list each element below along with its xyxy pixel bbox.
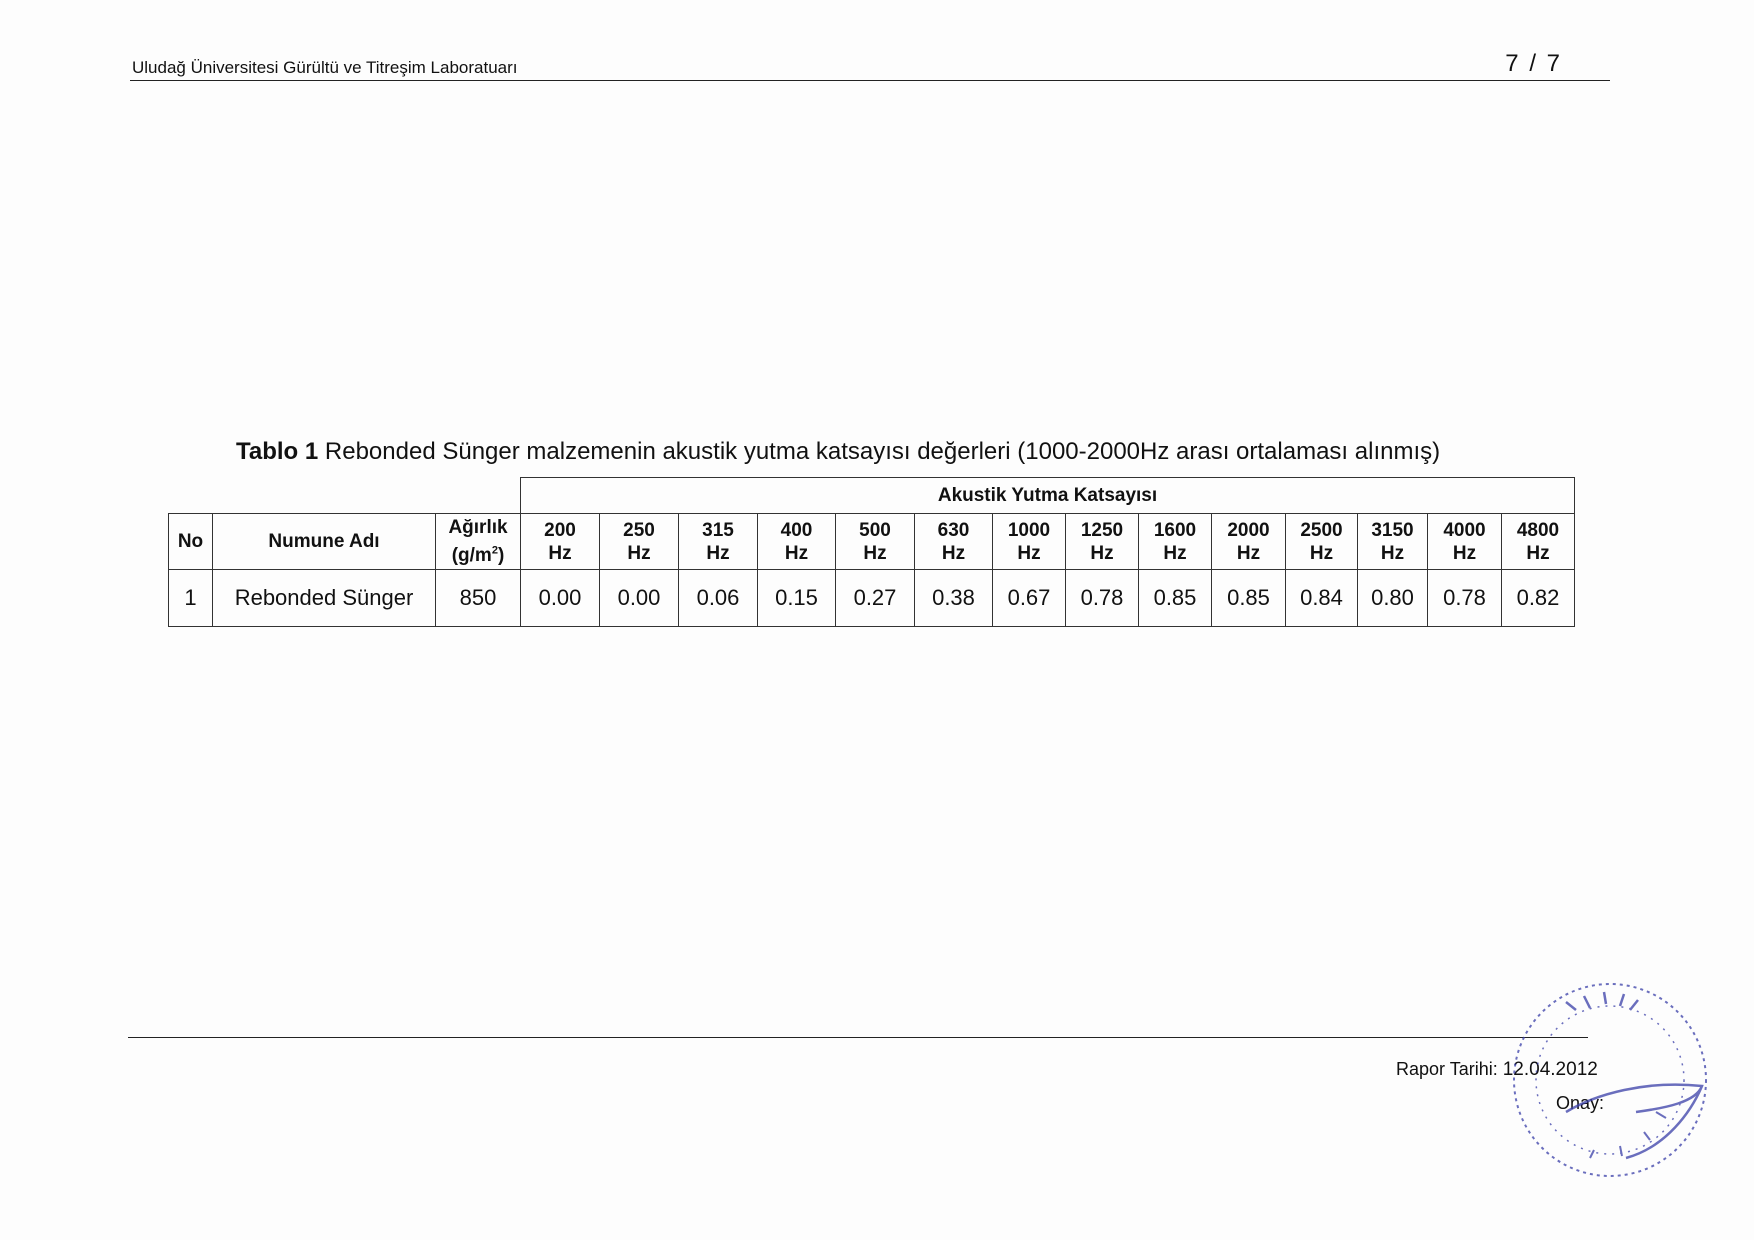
group-header: Akustik Yutma Katsayısı — [521, 478, 1575, 514]
cell-weight: 850 — [436, 570, 521, 627]
footer-divider — [128, 1037, 1588, 1038]
freq-unit: Hz — [1309, 542, 1334, 564]
freq-value: 1600 — [1153, 519, 1197, 541]
freq-unit: Hz — [941, 542, 966, 564]
cell-absorption-315: 0.06 — [679, 570, 758, 627]
cell-absorption-630: 0.38 — [915, 570, 993, 627]
table-caption-label: Tablo 1 — [236, 438, 319, 465]
weight-unit: $(g/m^2)$ — [451, 544, 505, 566]
freq-value: 250 — [623, 519, 655, 541]
report-date — [1396, 1059, 1598, 1081]
cell-absorption-400: 0.15 — [758, 570, 836, 627]
col-header-name: Numune Adı — [213, 514, 436, 570]
freq-value: 4800 — [1516, 519, 1560, 541]
cell-sample-name: Rebonded Sünger — [213, 570, 436, 627]
col-header-no: No — [169, 514, 213, 570]
col-header-freq-200 — [521, 514, 600, 570]
freq-value: 630 — [937, 519, 970, 541]
stamp-marks-lower — [1590, 1112, 1666, 1158]
cell-absorption-1250: 0.78 — [1066, 570, 1139, 627]
report-date-label: Rapor Tarihi: — [1396, 1059, 1498, 1079]
col-header-freq-250 — [600, 514, 679, 570]
cell-absorption-4000: 0.78 — [1428, 570, 1502, 627]
stamp-marks — [1566, 992, 1638, 1010]
organization-name: Uludağ Üniversitesi Gürültü ve Titreşim Laboratuarı — [132, 58, 518, 77]
col-header-freq-630 — [915, 514, 993, 570]
freq-value: 315 — [702, 519, 734, 541]
col-header-freq-2000 — [1212, 514, 1286, 570]
cell-absorption-4800: 0.82 — [1502, 570, 1575, 627]
approval-label: Onay: — [1556, 1093, 1605, 1113]
freq-value: 200 — [544, 519, 576, 541]
col-header-freq-2500 — [1286, 514, 1358, 570]
freq-value: 3150 — [1371, 519, 1414, 541]
freq-unit: Hz — [784, 542, 809, 564]
freq-unit: Hz — [627, 542, 651, 564]
cell-no: 1 — [169, 570, 213, 627]
cell-absorption-200: 0.00 — [521, 570, 600, 627]
freq-unit: Hz — [1236, 542, 1261, 564]
cell-absorption-1000: 0.67 — [993, 570, 1066, 627]
freq-value: 500 — [859, 519, 891, 541]
freq-unit: Hz — [1017, 542, 1041, 564]
absorption-table — [168, 477, 1575, 627]
table-row — [169, 570, 1575, 627]
cell-absorption-500: 0.27 — [836, 570, 915, 627]
report-date-value: 12.04.2012 — [1502, 1059, 1598, 1080]
col-header-freq-3150 — [1358, 514, 1428, 570]
table-caption — [236, 438, 1440, 466]
freq-unit: Hz — [1163, 542, 1187, 564]
col-header-freq-1600 — [1139, 514, 1212, 570]
freq-value: 2500 — [1300, 519, 1343, 541]
col-header-freq-500 — [836, 514, 915, 570]
freq-value: 1000 — [1007, 519, 1051, 541]
table-caption-text: Rebonded Sünger malzemenin akustik yutma katsayısı değerleri (1000-2000Hz arası ortalaması alınmış) — [324, 438, 1441, 465]
freq-value: 1250 — [1080, 519, 1124, 541]
freq-unit: Hz — [706, 542, 730, 564]
weight-label: Ağırlık — [448, 517, 508, 539]
cell-absorption-3150: 0.80 — [1358, 570, 1428, 627]
col-header-freq-315 — [679, 514, 758, 570]
freq-unit: Hz — [1090, 542, 1114, 564]
cell-absorption-1600: 0.85 — [1139, 570, 1212, 627]
freq-unit: Hz — [1526, 542, 1550, 564]
col-header-freq-4000 — [1428, 514, 1502, 570]
page-number: 7 / 7 — [1505, 50, 1562, 77]
cell-absorption-2500: 0.84 — [1286, 570, 1358, 627]
col-header-freq-1000 — [993, 514, 1066, 570]
cell-absorption-250: 0.00 — [600, 570, 679, 627]
cell-absorption-2000: 0.85 — [1212, 570, 1286, 627]
freq-value: 2000 — [1227, 519, 1270, 541]
freq-unit: Hz — [548, 542, 572, 564]
table-group-header-row — [169, 478, 1575, 514]
col-header-freq-4800 — [1502, 514, 1575, 570]
freq-value: 4000 — [1443, 519, 1486, 541]
col-header-freq-400 — [758, 514, 836, 570]
col-header-weight — [436, 514, 521, 570]
page-header — [130, 52, 1610, 81]
freq-value: 400 — [780, 519, 813, 541]
col-header-freq-1250 — [1066, 514, 1139, 570]
freq-unit: Hz — [1452, 542, 1477, 564]
table-header-row — [169, 514, 1575, 570]
freq-unit: Hz — [863, 542, 887, 564]
freq-unit: Hz — [1380, 542, 1405, 564]
